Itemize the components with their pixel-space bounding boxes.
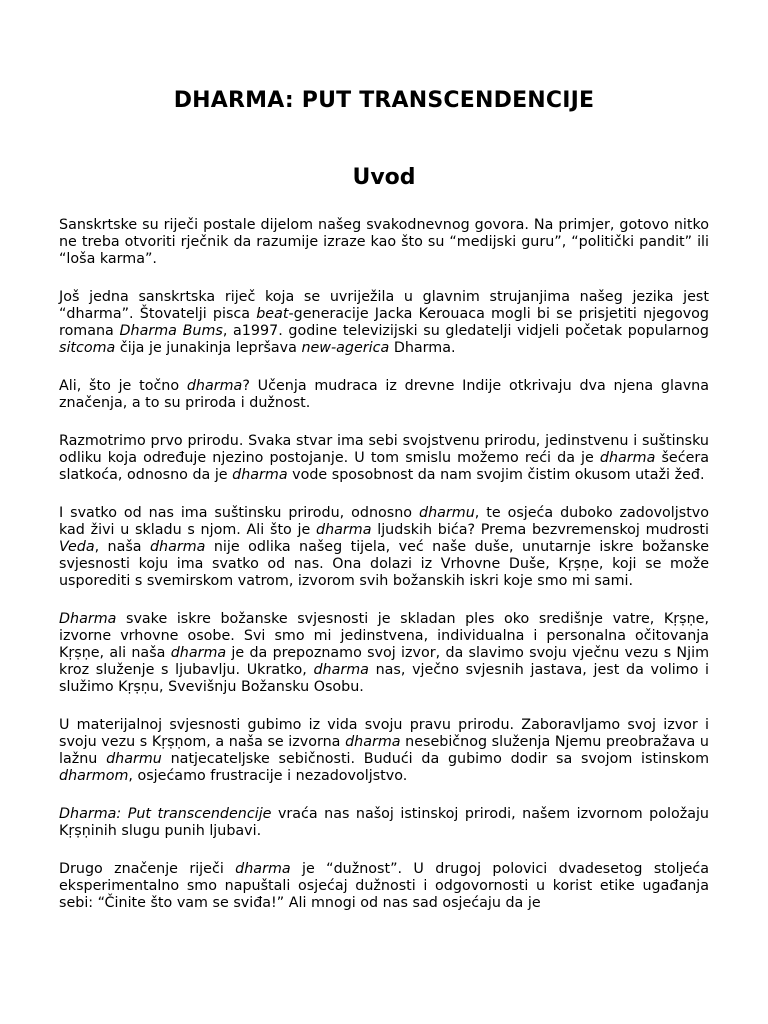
text-run: nesebičnog služenja Njemu preobražava u lažnu xyxy=(59,734,709,767)
italic-text-run: Veda xyxy=(59,539,95,555)
paragraph xyxy=(59,433,709,484)
italic-text-run: dharmom xyxy=(59,768,129,784)
section-heading: Uvod xyxy=(352,165,416,190)
text-run: , naša xyxy=(94,539,150,555)
italic-text-run: new-agerica xyxy=(301,340,390,356)
italic-text-run: dharma xyxy=(313,662,369,678)
text-run: , osjećamo frustracije i nezadovoljstvo. xyxy=(128,768,408,784)
text-run: Sanskrtske su riječi postale dijelom našeg svakodnevnog govora. Na primjer, gotovo nitko ne treba otvoriti rječnik da razumije izraze kao što su “medijski guru”, “politički pandit” ili “loša karma”. xyxy=(59,217,709,267)
italic-text-run: dharma xyxy=(316,522,372,538)
text-run: čija je junakinja lepršava xyxy=(115,340,302,356)
italic-text-run: dharma xyxy=(186,378,243,394)
text-run: I svatko od nas ima suštinsku prirodu, odnosno xyxy=(59,505,419,521)
text-run: vode sposobnost da nam svojim čistim okusom utaži žeđ. xyxy=(287,467,705,483)
italic-text-run: Dharma: Put transcendencije xyxy=(59,806,272,822)
text-run: nije odlika našeg tijela, već naše duše, unutarnje iskre božanske svjesnosti koju ima svatko od nas. Ona dolazi iz Vrhovne Duše, Kṛṣṇe, koji se može usporediti s svemirskom vatrom, izvorom svih božanskih iskri koje smo mi sami. xyxy=(59,539,709,589)
paragraph xyxy=(59,717,709,785)
text-run: ? Učenja mudraca iz drevne Indije otkrivaju dva njena glavna značenja, a to su priroda i dužnost. xyxy=(59,378,709,411)
italic-text-run: dharmu xyxy=(419,505,475,521)
italic-text-run: dharma xyxy=(149,539,206,555)
body-text xyxy=(59,217,709,912)
paragraph xyxy=(59,378,709,412)
italic-text-run: dharma xyxy=(599,450,656,466)
text-run: svake iskre božanske svjesnosti je skladan ples oko središnje vatre, Kṛṣṇe, izvorne vrhovne osobe. Svi smo mi jedinstvena, individualna i personalna očitovanja Kṛṣṇe, ali naša xyxy=(59,611,709,661)
italic-text-run: beat xyxy=(256,306,289,322)
italic-text-run: dharma xyxy=(170,645,227,661)
italic-text-run: sitcoma xyxy=(59,340,116,356)
paragraph xyxy=(59,806,709,840)
paragraph xyxy=(59,505,709,590)
text-run: je da prepoznamo svoj izvor, da slavimo svoju vječnu vezu s Njim kroz služenje s ljubavlju. Ukratko, xyxy=(59,645,709,678)
text-run: je “dužnost”. U drugoj polovici dvadesetog stoljeća eksperimentalno smo napuštali osjećaj dužnosti i odgovornosti u korist etike ugađanja sebi: “Činite što vam se sviđa!” Ali mnogi od nas sad osjećaju da je xyxy=(59,861,709,911)
text-run: Drugo značenje riječi xyxy=(59,861,236,877)
italic-text-run: dharmu xyxy=(106,751,162,767)
text-run: šećera slatkoća, odnosno da je xyxy=(59,450,710,483)
italic-text-run: Dharma Bums xyxy=(119,323,223,339)
text-run: Razmotrimo prvo prirodu. Svaka stvar ima sebi svojstvenu prirodu, jedinstvenu i suštinsku odliku koja određuje njezino postojanje. U tom smislu možemo reći da je xyxy=(59,433,709,466)
document-title: DHARMA: PUT TRANSCENDENCIJE xyxy=(173,88,595,113)
text-run: Još jedna sanskrtska riječ koja se uvriježila u glavnim strujanjima našeg jezika jest “dharma”. Štovatelji pisca xyxy=(59,289,709,322)
paragraph xyxy=(59,611,709,696)
text-run: nas, vječno svjesnih jastava, jest da volimo i služimo Kṛṣṇu, Svevišnju Božansku Osobu. xyxy=(59,662,710,695)
text-run: natjecateljske sebičnosti. Budući da gubimo dodir sa svojom istinskom xyxy=(161,751,710,767)
text-run: Dharma. xyxy=(389,340,456,356)
text-run: , a1997. godine televizijski su gledatelji vidjeli početak popularnog xyxy=(222,323,710,339)
paragraph xyxy=(59,861,709,912)
text-run: -generacije Jacka Kerouaca mogli bi se prisjetiti njegovog romana xyxy=(59,306,709,339)
italic-text-run: dharma xyxy=(235,861,291,877)
text-run: , te osjeća duboko zadovoljstvo kad živi u skladu s njom. Ali što je xyxy=(59,505,710,538)
paragraph xyxy=(59,289,709,357)
text-run: vraća nas našoj istinskoj prirodi, našem izvornom položaju Kṛṣṇinih slugu punih ljubavi. xyxy=(59,806,709,839)
paragraph xyxy=(59,217,709,268)
italic-text-run: dharma xyxy=(345,734,401,750)
text-run: ljudskih bića? Prema bezvremenskoj mudrosti xyxy=(371,522,710,538)
italic-text-run: dharma xyxy=(232,467,288,483)
text-run: U materijalnoj svjesnosti gubimo iz vida svoju pravu prirodu. Zaboravljamo svoj izvor i svoju vezu s Kṛṣṇom, a naša se izvorna xyxy=(59,717,709,750)
italic-text-run: Dharma xyxy=(59,611,117,627)
text-run: Ali, što je točno xyxy=(59,378,187,394)
